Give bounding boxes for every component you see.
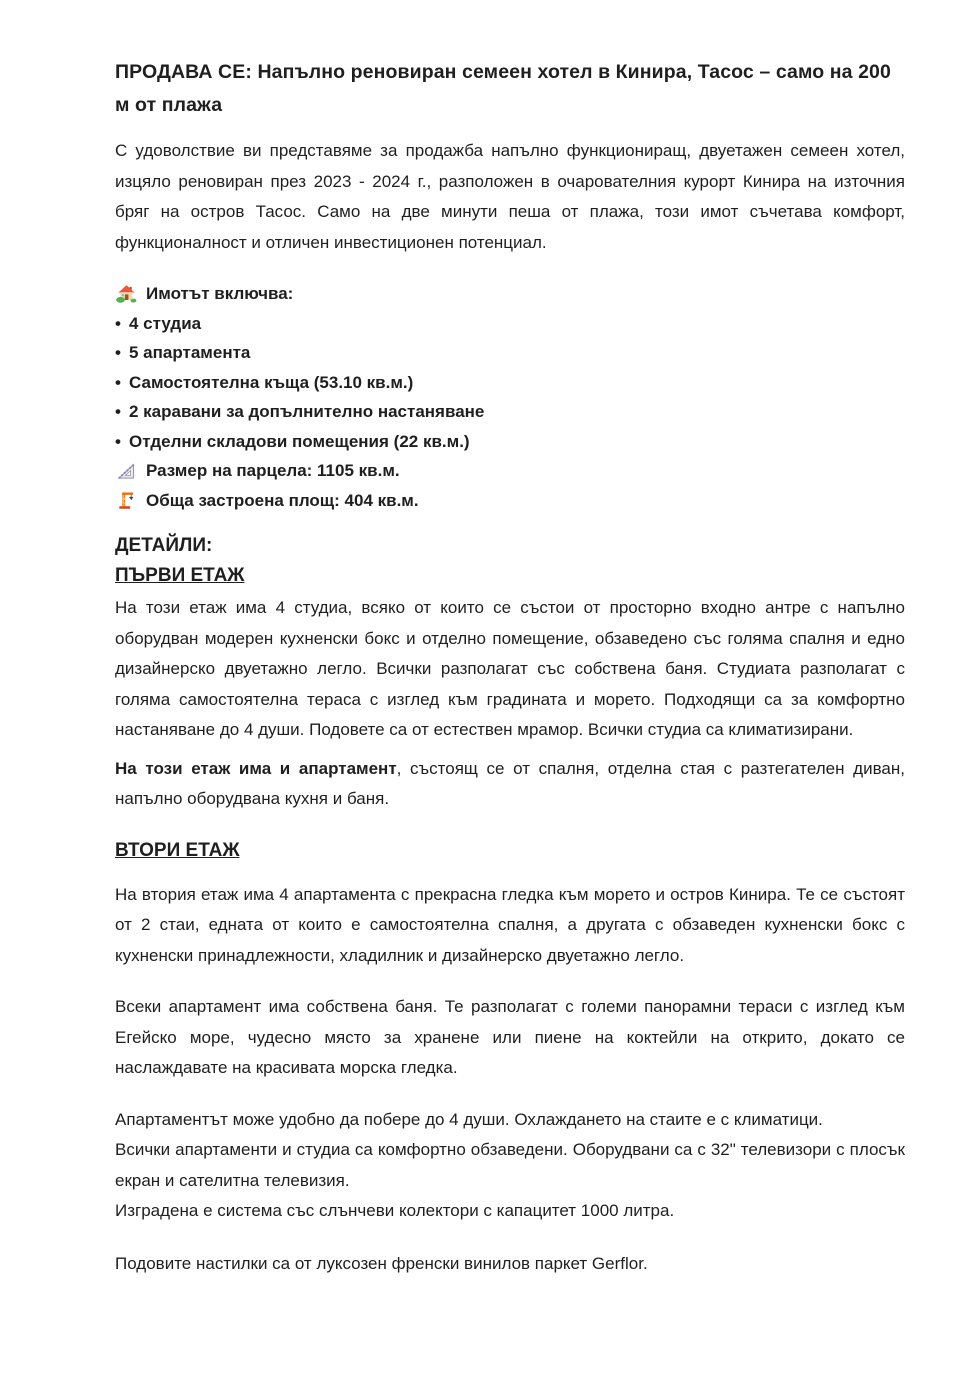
triangular-ruler-icon (115, 460, 137, 482)
feature-item (115, 427, 905, 457)
floor2-paragraph-5: Изградена е система със слънчеви колектори с капацитет 1000 литра. (115, 1201, 675, 1220)
construction-crane-icon (115, 489, 137, 511)
feature-item (115, 397, 905, 427)
built-area-row (115, 486, 905, 516)
floor1-paragraph: На този етаж има 4 студиа, всяко от които се състои от просторно входно антре с напълно оборудван модерен кухненски бокс и отделно помещение, обзаведено със голяма спалня и едно дизайнерско двуетажно легло. Всички разполагат със собствена баня. Студиата разполагат с голяма самостоятелна тераса с изглед към градината и морето. Подходящи са за комфортно настаняване до 4 души. Подовете са от естествен мрамор. Всички студиа са климатизирани. (115, 598, 905, 739)
floor1-apartment-bold: На този етаж има и апартамент (115, 758, 397, 778)
house-with-garden-icon (115, 283, 137, 305)
floor2-paragraph-4: Всички апартаменти и студиа са комфортно обзаведени. Оборудвани са с 32" телевизори с плосък екран и сателитна телевизия. (115, 1140, 905, 1190)
floor2-heading: ВТОРИ ЕТАЖ (115, 839, 240, 861)
feature-item-label: Отделни складови помещения (22 кв.м.) (129, 431, 470, 451)
feature-item-label: 5 апартамента (129, 343, 251, 362)
floor2-paragraph-2: Всеки апартамент има собствена баня. Те разполагат с големи панорамни тераси с изглед към Егейско море, чудесно място за хранене или пиене на коктейли на открито, докато се наслаждавате на красивата морска гледка. (115, 997, 905, 1077)
features-heading-row (115, 279, 905, 309)
bullet: • (115, 343, 121, 362)
built-area-label: Обща застроена площ: 404 кв.м. (146, 490, 419, 510)
floor2-paragraph-3: Апартаментът може удобно да побере до 4 души. Охлаждането на стаите е с климатици. (115, 1109, 823, 1129)
plot-size-row (115, 456, 905, 486)
feature-item (115, 309, 905, 339)
floor1-apartment-rest: , състоящ се от спалня, отделна стая с разтегателен диван, напълно оборудвана кухня и баня. (115, 758, 905, 808)
feature-item-label: Самостоятелна къща (53.10 кв.м.) (129, 372, 414, 392)
intro-paragraph: С удоволствие ви представяме за продажба напълно функциониращ, двуетажен семеен хотел, изцяло реновиран през 2023 - 2024 г., разположен в очарователния курорт Кинира на източния бряг на остров Тасос. Само на две минути пеша от плажа, този имот съчетава комфорт, функционалност и отличен инвестиционен потенциал. (115, 141, 905, 252)
floor1-heading: ПЪРВИ ЕТАЖ (115, 565, 245, 586)
document-page (115, 56, 905, 1300)
feature-item-label: 4 студиа (129, 313, 202, 333)
listing-title: ПРОДАВА СЕ: Напълно реновиран семеен хотел в Кинира, Тасос – само на 200 м от плажа (115, 61, 891, 116)
bullet: • (115, 372, 121, 392)
floor1-apartment-paragraph (115, 754, 905, 815)
feature-item (115, 338, 905, 368)
features-list (115, 279, 905, 515)
feature-item (115, 368, 905, 398)
flooring-paragraph: Подовите настилки са от луксозен френски винилов паркет Gerflor. (115, 1253, 648, 1273)
bullet: • (115, 402, 121, 421)
feature-item-label: 2 каравани за допълнително настаняване (129, 402, 485, 421)
bullet: • (115, 313, 121, 333)
features-heading: Имотът включва: (146, 284, 294, 303)
floor2-amenities-block (115, 1105, 905, 1227)
details-heading: ДЕТАЙЛИ: (115, 535, 213, 556)
plot-size-label: Размер на парцела: 1105 кв.м. (146, 461, 400, 480)
floor2-paragraph-1: На втория етаж има 4 апартамента с прекрасна гледка към морето и остров Кинира. Те се състоят от 2 стаи, едната от които е самостоятелна спалня, а другата с обзаведен кухненски бокс с кухненски принадлежности, хладилник и дизайнерско двуетажно легло. (115, 884, 905, 965)
bullet: • (115, 431, 121, 451)
